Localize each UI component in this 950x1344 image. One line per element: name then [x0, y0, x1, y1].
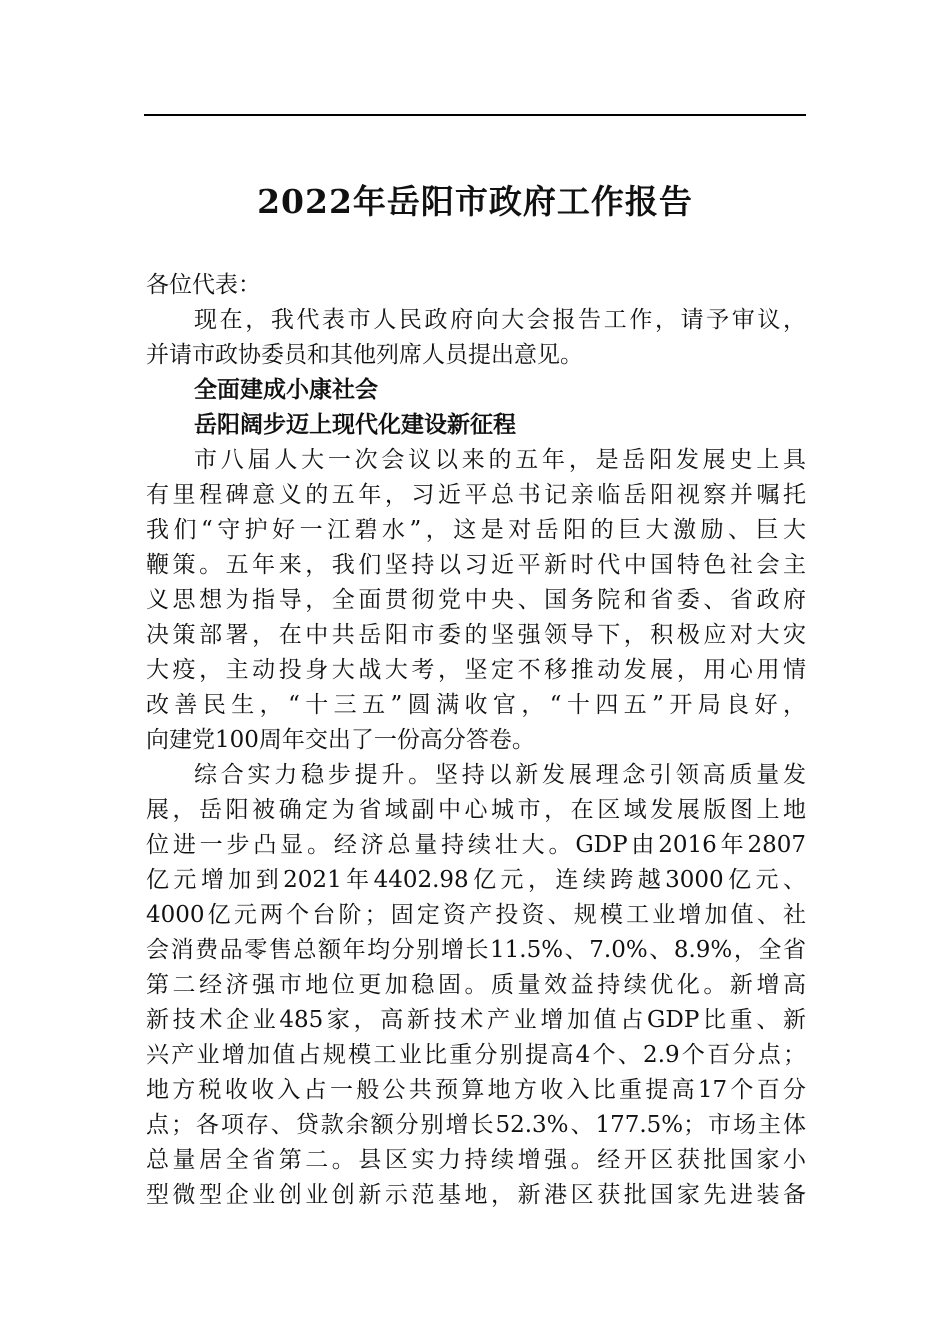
- paragraph-line: 我们“守护好一江碧水”，这是对岳阳的巨大激励、巨大: [146, 517, 806, 543]
- paragraph-line: 义思想为指导，全面贯彻党中央、国务院和省委、省政府: [146, 587, 806, 613]
- paragraph-line: 鞭策。五年来，我们坚持以习近平新时代中国特色社会主: [146, 552, 806, 578]
- paragraph-line: 第二经济强市地位更加稳固。质量效益持续优化。新增高: [146, 972, 806, 998]
- paragraph-line: 向建党100周年交出了一份高分答卷。: [146, 727, 535, 753]
- paragraph-line: 会消费品零售总额年均分别增长11.5%、7.0%、8.9%，全省: [146, 937, 806, 963]
- paragraph-line: 总量居全省第二。县区实力持续增强。经开区获批国家小: [146, 1147, 806, 1173]
- paragraph-line: 大疫，主动投身大战大考，坚定不移推动发展，用心用情: [146, 657, 806, 683]
- salutation: 各位代表：: [146, 272, 261, 298]
- section-heading: 全面建成小康社会: [194, 377, 378, 403]
- header-rule: [144, 114, 806, 116]
- paragraph-line: 位进一步凸显。经济总量持续壮大。GDP由2016年2807: [146, 832, 806, 858]
- paragraph-line: 4000亿元两个台阶；固定资产投资、规模工业增加值、社: [146, 902, 806, 928]
- paragraph-line: 改善民生，“十三五”圆满收官，“十四五”开局良好，: [146, 692, 806, 718]
- paragraph-line: 有里程碑意义的五年，习近平总书记亲临岳阳视察并嘱托: [146, 482, 806, 508]
- paragraph-line: 市八届人大一次会议以来的五年，是岳阳发展史上具: [194, 447, 806, 473]
- intro-line: 并请市政协委员和其他列席人员提出意见。: [146, 342, 583, 368]
- paragraph-line: 点；各项存、贷款余额分别增长52.3%、177.5%；市场主体: [146, 1112, 806, 1138]
- paragraph-line: 展，岳阳被确定为省域副中心城市，在区域发展版图上地: [146, 797, 806, 823]
- paragraph-line: 地方税收收入占一般公共预算地方收入比重提高17个百分: [146, 1077, 806, 1103]
- paragraph-line: 型微型企业创业创新示范基地，新港区获批国家先进装备: [146, 1182, 806, 1208]
- paragraph-line: 决策部署，在中共岳阳市委的坚强领导下，积极应对大灾: [146, 622, 806, 648]
- intro-line: 现在，我代表市人民政府向大会报告工作，请予审议，: [194, 307, 806, 333]
- paragraph-line: 新技术企业485家，高新技术产业增加值占GDP比重、新: [146, 1007, 806, 1033]
- paragraph-line: 亿元增加到2021年4402.98亿元，连续跨越3000亿元、: [146, 867, 806, 893]
- document-title: 2022年岳阳市政府工作报告: [257, 182, 693, 221]
- paragraph-line: 综合实力稳步提升。坚持以新发展理念引领高质量发: [194, 762, 806, 788]
- paragraph-line: 兴产业增加值占规模工业比重分别提高4个、2.9个百分点；: [146, 1042, 806, 1068]
- document-body: [146, 268, 806, 1213]
- section-heading: 岳阳阔步迈上现代化建设新征程: [194, 412, 516, 438]
